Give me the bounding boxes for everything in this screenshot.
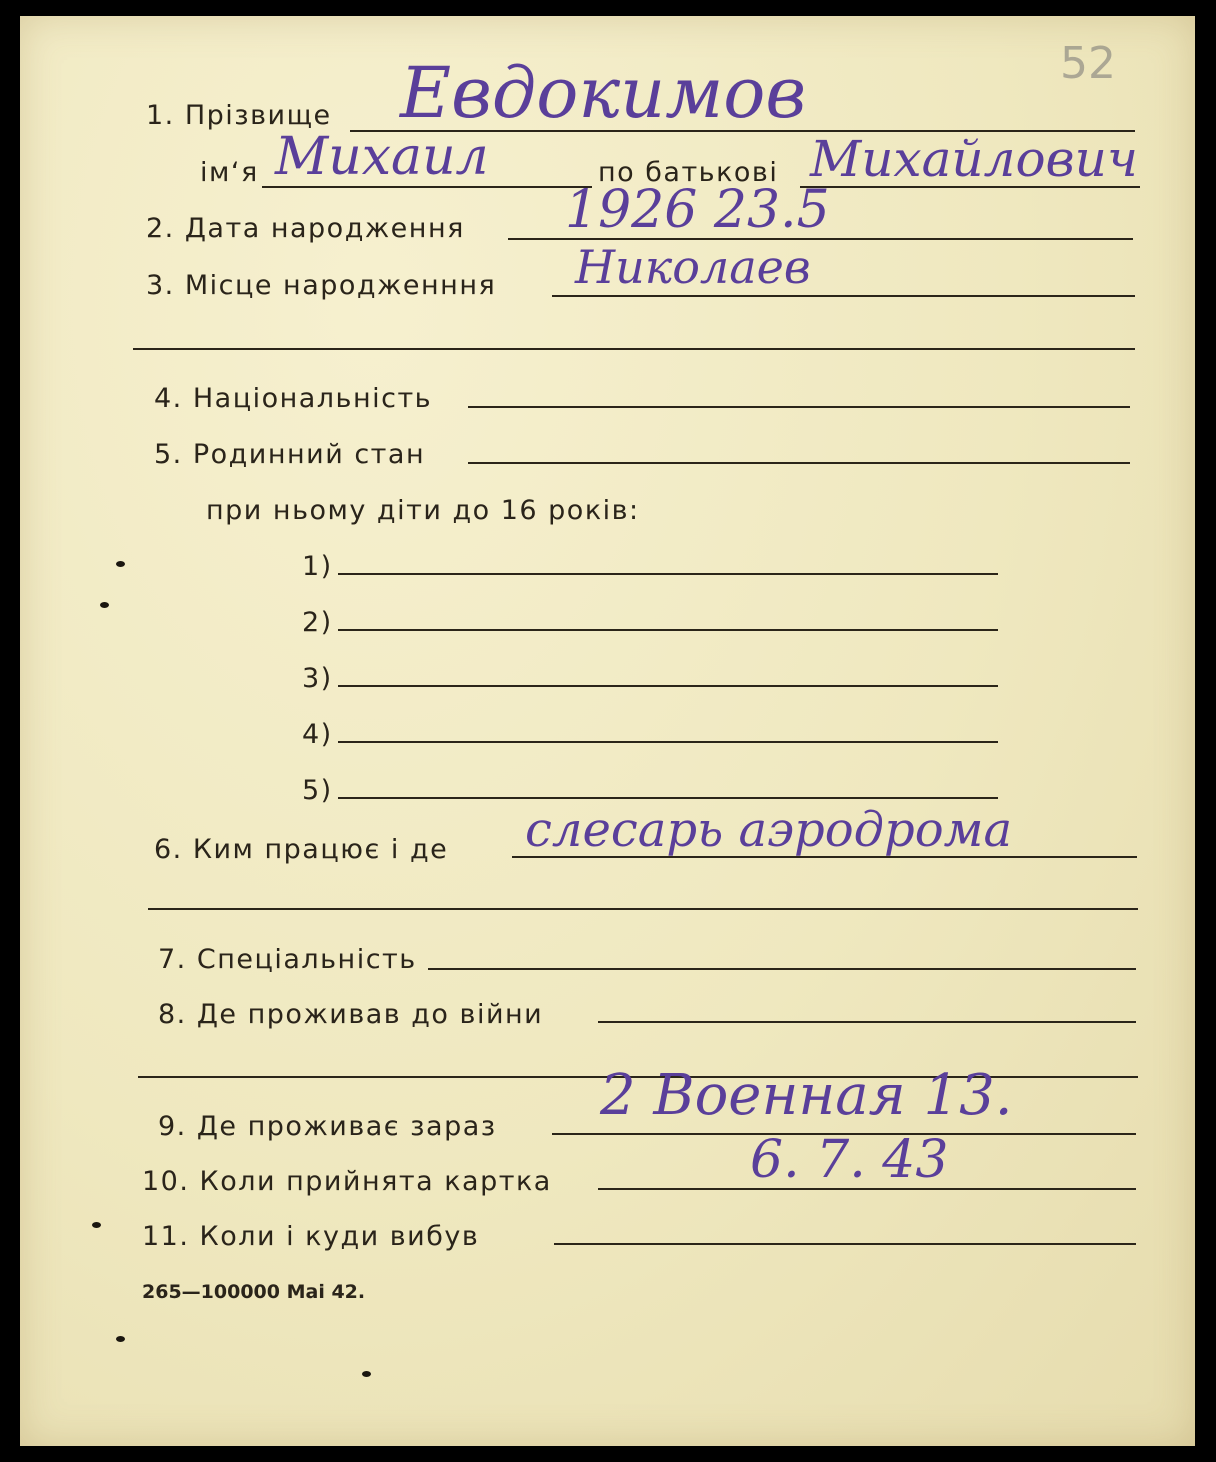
child-5-label: 5)	[302, 775, 333, 806]
surname-value: Евдокимов	[400, 52, 807, 134]
birth-place-label: 3. Місце народженння	[146, 270, 497, 301]
birth-place-value: Николаев	[575, 240, 811, 294]
child-1-line	[338, 573, 998, 575]
child-1-label: 1)	[302, 551, 333, 582]
birth-date-value: 1926 23.5	[565, 180, 830, 240]
prewar-address-label: 8. Де проживав до війни	[158, 999, 544, 1030]
occupation-value: слесарь аэродрома	[525, 802, 1013, 858]
pencil-number: 52	[1060, 38, 1116, 89]
patronymic-value: Михайлович	[810, 130, 1138, 188]
punch-hole	[116, 1336, 125, 1342]
first-name-value: Михаил	[275, 127, 489, 187]
child-3-label: 3)	[302, 663, 333, 694]
nationality-label: 4. Національність	[154, 383, 433, 414]
first-name-label: ім‘я	[200, 157, 259, 188]
occupation-line-2	[148, 908, 1138, 910]
birth-date-label: 2. Дата народження	[146, 213, 465, 244]
current-address-value: 2 Военная 13.	[600, 1063, 1013, 1128]
registration-card	[20, 16, 1195, 1446]
child-3-line	[338, 685, 998, 687]
child-4-line	[338, 741, 998, 743]
children-label: при ньому діти до 16 років:	[206, 495, 640, 526]
patronymic-label: по батькові	[598, 157, 779, 188]
current-address-label: 9. Де проживає зараз	[158, 1111, 497, 1142]
occupation-label: 6. Ким працює і де	[154, 834, 449, 865]
family-status-label: 5. Родинний стан	[154, 439, 426, 470]
child-2-label: 2)	[302, 607, 333, 638]
departure-label: 11. Коли і куди вибув	[142, 1221, 480, 1252]
punch-hole	[116, 561, 125, 567]
child-4-label: 4)	[302, 719, 333, 750]
child-2-line	[338, 629, 998, 631]
print-code: 265—100000 Маі 42.	[142, 1281, 366, 1303]
punch-hole	[92, 1222, 101, 1228]
specialty-line	[428, 968, 1136, 970]
punch-hole	[362, 1371, 371, 1377]
birth-place-line	[552, 295, 1135, 297]
family-status-line	[468, 462, 1130, 464]
child-5-line	[338, 797, 998, 799]
nationality-line	[468, 406, 1130, 408]
card-date-label: 10. Коли прийнята картка	[142, 1166, 552, 1197]
surname-label: 1. Прізвище	[146, 100, 332, 131]
specialty-label: 7. Спеціальність	[158, 944, 417, 975]
punch-hole	[100, 602, 109, 608]
departure-line	[554, 1243, 1136, 1245]
prewar-address-line	[598, 1021, 1136, 1023]
card-date-value: 6. 7. 43	[750, 1130, 949, 1190]
birth-place-line-2	[133, 348, 1135, 350]
